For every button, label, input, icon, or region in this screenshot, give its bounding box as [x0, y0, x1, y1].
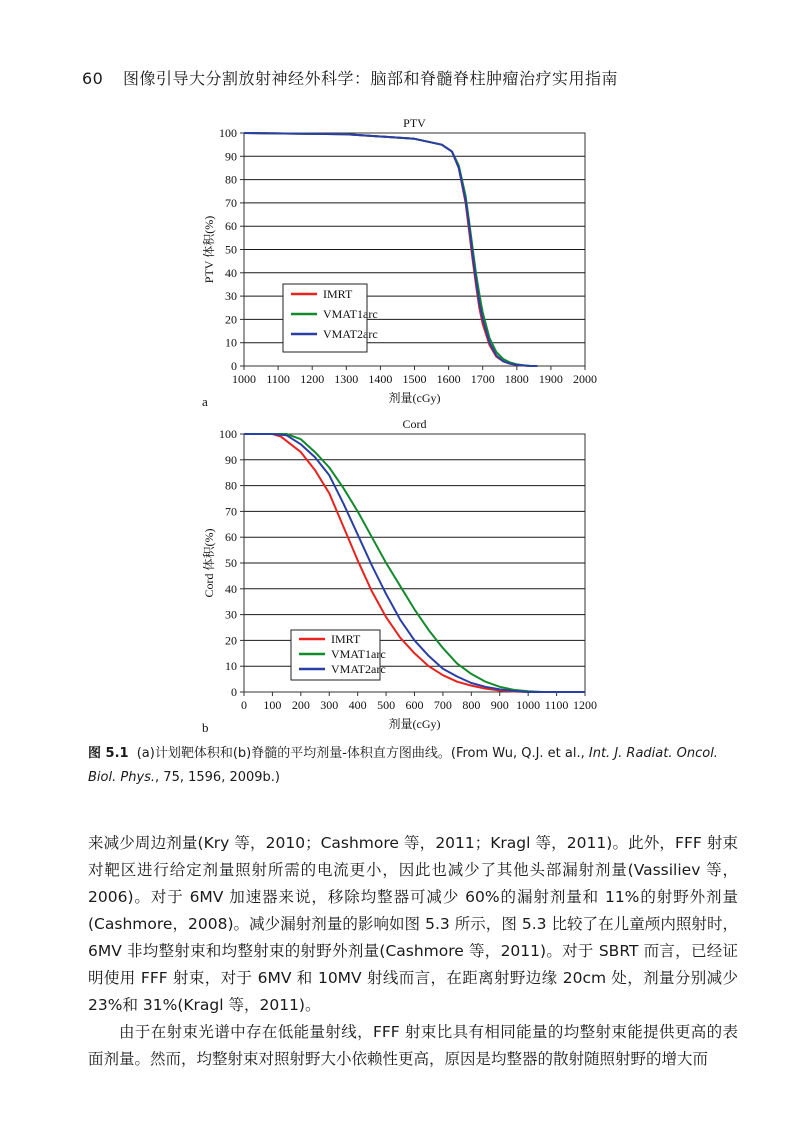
- x-tick-label: 1000: [232, 372, 256, 386]
- y-tick-label: 60: [225, 219, 237, 234]
- y-tick-label: 10: [225, 659, 237, 674]
- x-tick-label: 1600: [436, 372, 461, 386]
- chart-title: PTV: [403, 116, 426, 130]
- y-tick-label: 20: [225, 312, 237, 327]
- x-tick-label: 900: [490, 698, 509, 712]
- y-tick-label: 40: [225, 265, 237, 280]
- y-axis-label: PTV 体积(%): [202, 215, 216, 284]
- x-tick-label: 100: [263, 698, 282, 712]
- x-tick-label: 1100: [544, 698, 569, 712]
- y-tick-label: 80: [225, 172, 237, 187]
- x-tick-label: 1300: [334, 372, 359, 386]
- y-tick-label: 50: [225, 556, 237, 570]
- caption-citation-tail: , 75, 1596, 2009b.): [155, 770, 281, 785]
- body-paragraph: 由于在射束光谱中存在低能量射线，FFF 射束比具有相同能量的均整射束能提供更高的表面剂量。然而，均整射束对照射野大小依赖性更高，原因是均整器的散射随照射野的增大而: [88, 1023, 738, 1068]
- y-tick-label: 30: [225, 607, 237, 622]
- cord-dvh-chart: [0, 412, 800, 737]
- x-tick-label: 600: [405, 698, 424, 712]
- panel-label: a: [202, 394, 208, 409]
- y-axis-label: Cord 体积(%): [202, 528, 216, 598]
- x-tick-label: 1500: [402, 372, 427, 386]
- x-tick-label: 1200: [573, 698, 597, 712]
- y-tick-label: 80: [225, 478, 237, 493]
- x-tick-label: 500: [377, 698, 396, 712]
- x-tick-label: 1400: [368, 372, 393, 386]
- x-axis-label: 剂量(cGy): [388, 717, 441, 731]
- caption-text: (a)计划靶体积和(b)脊髓的平均剂量-体积直方图曲线。(From Wu, Q.J. et al.,: [136, 746, 585, 761]
- y-tick-label: 10: [225, 335, 237, 350]
- x-tick-label: 200: [291, 698, 310, 712]
- running-header: [82, 66, 618, 89]
- legend-label: VMAT1arc: [323, 307, 378, 321]
- legend-label: VMAT1arc: [331, 647, 386, 661]
- ptv-dvh-chart: [0, 112, 800, 410]
- caption-journal: Int. J. Radiat. Oncol. Biol. Phys.: [88, 746, 718, 785]
- y-tick-label: 70: [225, 504, 237, 519]
- legend-label: IMRT: [331, 632, 361, 646]
- legend-label: VMAT2arc: [331, 662, 386, 676]
- y-tick-label: 60: [225, 530, 237, 545]
- figure-caption: [88, 742, 738, 790]
- x-tick-label: 2000: [573, 372, 597, 386]
- running-title: 图像引导大分割放射神经外科学：脑部和脊髓脊柱肿瘤治疗实用指南: [122, 69, 618, 88]
- x-tick-label: 700: [433, 698, 452, 712]
- x-tick-label: 400: [348, 698, 367, 712]
- y-tick-label: 90: [225, 149, 237, 164]
- x-tick-label: 1900: [538, 372, 563, 386]
- x-tick-label: 1700: [470, 372, 495, 386]
- body-text: [88, 830, 738, 1073]
- y-tick-label: 0: [231, 359, 237, 373]
- legend-label: IMRT: [323, 287, 353, 301]
- legend-label: VMAT2arc: [323, 327, 378, 341]
- y-tick-label: 100: [219, 427, 237, 441]
- chart-title: Cord: [402, 417, 427, 431]
- x-tick-label: 0: [241, 698, 247, 712]
- page-number: 60: [82, 69, 104, 88]
- y-tick-label: 90: [225, 452, 237, 467]
- x-tick-label: 1800: [504, 372, 529, 386]
- body-paragraph: 来减少周边剂量(Kry 等，2010；Cashmore 等，2011；Kragl 等，2011)。此外，FFF 射束对靶区进行给定剂量照射所需的电流更小，因此也减少了其他头部漏射剂量(Vassiliev 等，2006)。对于 6MV 加速器来说，移除均整器可减少 60%的漏射剂量和 11%的射野外剂量(Cashmore，2008)。减少漏射剂量的影响如图 5.3 所示，图 5.3 比较了在儿童颅内照射时，6MV 非均整射束和均整射束的射野外剂量(Cashmore 等，2011)。对于 SBRT 而言，已经证明使用 FFF 射束，对于 6MV 和 10MV 射线而言，在距离射野边缘 20cm 处，剂量分别减少 23%和 31%(Kragl 等，2011)。: [88, 834, 738, 1014]
- y-tick-label: 50: [225, 242, 237, 257]
- x-axis-label: 剂量(cGy): [388, 391, 441, 405]
- x-tick-label: 1100: [266, 372, 290, 386]
- x-tick-label: 300: [320, 698, 339, 712]
- x-tick-label: 1200: [300, 372, 325, 386]
- y-tick-label: 20: [225, 633, 237, 648]
- y-tick-label: 30: [225, 289, 237, 304]
- y-tick-label: 40: [225, 581, 237, 596]
- y-tick-label: 0: [231, 685, 237, 699]
- figure-label: 图 5.1: [88, 746, 129, 761]
- x-tick-label: 1000: [516, 698, 541, 712]
- panel-label: b: [202, 720, 209, 735]
- y-tick-label: 70: [225, 195, 237, 210]
- y-tick-label: 100: [219, 126, 237, 140]
- x-tick-label: 800: [462, 698, 481, 712]
